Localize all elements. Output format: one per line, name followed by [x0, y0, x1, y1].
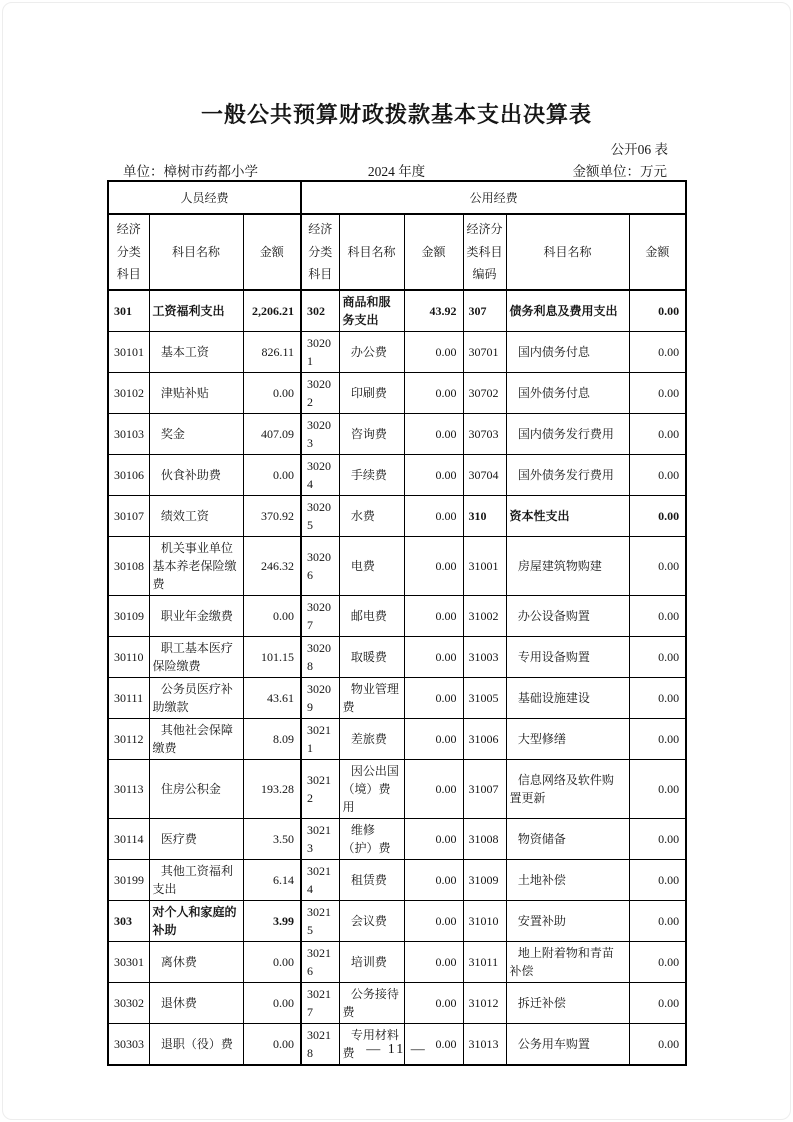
col-header-subject-name-2: 科目名称 [339, 214, 404, 290]
table-row [108, 678, 686, 719]
econ-code-cell: 30302 [108, 983, 149, 1024]
subject-name-cell: 物资储备 [506, 819, 629, 860]
econ-code-cell: 30214 [301, 860, 339, 901]
econ-code-cell: 30206 [301, 537, 339, 596]
subject-name-cell: 对个人和家庭的补助 [149, 901, 243, 942]
econ-code-cell: 30211 [301, 719, 339, 760]
amount-cell: 0.00 [404, 719, 463, 760]
econ-code-cell: 31002 [463, 596, 506, 637]
col-header-econ-code-2: 经济分类科目 [301, 214, 339, 290]
amount-cell: 407.09 [243, 414, 301, 455]
table-row [108, 760, 686, 819]
table-row [108, 290, 686, 332]
amount-cell: 3.99 [243, 901, 301, 942]
econ-code-cell: 30203 [301, 414, 339, 455]
amount-cell: 2,206.21 [243, 290, 301, 332]
subject-name-cell: 房屋建筑物购建 [506, 537, 629, 596]
amount-cell: 0.00 [629, 760, 686, 819]
table-row [108, 537, 686, 596]
amount-cell: 0.00 [404, 455, 463, 496]
amount-cell: 0.00 [629, 332, 686, 373]
col-header-subject-name-3: 科目名称 [506, 214, 629, 290]
econ-code-cell: 30111 [108, 678, 149, 719]
econ-code-cell: 30703 [463, 414, 506, 455]
econ-code-cell: 30110 [108, 637, 149, 678]
table-row [108, 455, 686, 496]
column-header-row [108, 214, 686, 290]
econ-code-cell: 30212 [301, 760, 339, 819]
econ-code-cell: 31013 [463, 1024, 506, 1066]
subject-name-cell: 水费 [339, 496, 404, 537]
subject-name-cell: 土地补偿 [506, 860, 629, 901]
amount-cell: 6.14 [243, 860, 301, 901]
table-row [108, 901, 686, 942]
amount-cell: 0.00 [404, 983, 463, 1024]
subject-name-cell: 国外债务发行费用 [506, 455, 629, 496]
page-title: 一般公共预算财政拨款基本支出决算表 [200, 102, 592, 127]
subject-name-cell: 基础设施建设 [506, 678, 629, 719]
table-row [108, 496, 686, 537]
amount-cell: 0.00 [243, 373, 301, 414]
econ-code-cell: 31005 [463, 678, 506, 719]
unit-label: 单位：樟树市药都小学 [123, 164, 258, 179]
amount-cell: 246.32 [243, 537, 301, 596]
group-header-personnel: 人员经费 [108, 181, 301, 214]
amount-cell: 0.00 [404, 414, 463, 455]
amount-cell: 0.00 [629, 373, 686, 414]
econ-code-cell: 30301 [108, 942, 149, 983]
subject-name-cell: 会议费 [339, 901, 404, 942]
econ-code-cell: 30208 [301, 637, 339, 678]
table-row [108, 414, 686, 455]
col-header-econ-code-1: 经济分类科目 [108, 214, 149, 290]
amount-cell: 0.00 [629, 1024, 686, 1066]
econ-code-cell: 31003 [463, 637, 506, 678]
econ-code-cell: 31009 [463, 860, 506, 901]
amount-cell: 0.00 [404, 496, 463, 537]
amount-cell: 0.00 [629, 942, 686, 983]
amount-cell: 0.00 [243, 596, 301, 637]
amount-cell: 0.00 [629, 496, 686, 537]
amount-cell: 0.00 [629, 414, 686, 455]
subject-name-cell: 奖金 [149, 414, 243, 455]
econ-code-cell: 30702 [463, 373, 506, 414]
amount-cell: 0.00 [243, 1024, 301, 1066]
subject-name-cell: 其他工资福利支出 [149, 860, 243, 901]
amount-cell: 0.00 [404, 678, 463, 719]
econ-code-cell: 31010 [463, 901, 506, 942]
econ-code-cell: 30113 [108, 760, 149, 819]
subject-name-cell: 基本工资 [149, 332, 243, 373]
econ-code-cell: 30107 [108, 496, 149, 537]
amount-cell: 0.00 [629, 983, 686, 1024]
table-row [108, 942, 686, 983]
econ-code-cell: 31012 [463, 983, 506, 1024]
amount-cell: 0.00 [404, 596, 463, 637]
econ-code-cell: 310 [463, 496, 506, 537]
subject-name-cell: 印刷费 [339, 373, 404, 414]
amount-cell: 0.00 [629, 537, 686, 596]
econ-code-cell: 303 [108, 901, 149, 942]
subject-name-cell: 退休费 [149, 983, 243, 1024]
amount-cell: 0.00 [629, 901, 686, 942]
group-header-row [108, 181, 686, 214]
subject-name-cell: 办公费 [339, 332, 404, 373]
amount-cell: 0.00 [404, 332, 463, 373]
table-row [108, 332, 686, 373]
amount-cell: 0.00 [404, 860, 463, 901]
econ-code-cell: 30204 [301, 455, 339, 496]
econ-code-cell: 30704 [463, 455, 506, 496]
col-header-amount-1: 金额 [243, 214, 301, 290]
amount-cell: 0.00 [629, 860, 686, 901]
econ-code-cell: 31008 [463, 819, 506, 860]
econ-code-cell: 31007 [463, 760, 506, 819]
econ-code-cell: 30217 [301, 983, 339, 1024]
econ-code-cell: 31006 [463, 719, 506, 760]
table-row [108, 637, 686, 678]
subject-name-cell: 公务接待费 [339, 983, 404, 1024]
table-row [108, 983, 686, 1024]
amount-cell: 0.00 [404, 373, 463, 414]
subject-name-cell: 办公设备购置 [506, 596, 629, 637]
subject-name-cell: 医疗费 [149, 819, 243, 860]
amount-cell: 0.00 [629, 819, 686, 860]
subject-name-cell: 公务员医疗补助缴款 [149, 678, 243, 719]
year-label: 2024 年度 [367, 164, 426, 179]
econ-code-cell: 30114 [108, 819, 149, 860]
amount-cell: 8.09 [243, 719, 301, 760]
subject-name-cell: 职业年金缴费 [149, 596, 243, 637]
amount-cell: 0.00 [404, 760, 463, 819]
amount-cell: 0.00 [404, 942, 463, 983]
table-row [108, 596, 686, 637]
subject-name-cell: 离休费 [149, 942, 243, 983]
econ-code-cell: 30209 [301, 678, 339, 719]
econ-code-cell: 30701 [463, 332, 506, 373]
subject-name-cell: 租赁费 [339, 860, 404, 901]
subject-name-cell: 国外债务付息 [506, 373, 629, 414]
econ-code-cell: 30102 [108, 373, 149, 414]
subject-name-cell: 物业管理费 [339, 678, 404, 719]
subject-name-cell: 拆迁补偿 [506, 983, 629, 1024]
econ-code-cell: 302 [301, 290, 339, 332]
subject-name-cell: 差旅费 [339, 719, 404, 760]
subject-name-cell: 资本性支出 [506, 496, 629, 537]
econ-code-cell: 30112 [108, 719, 149, 760]
subject-name-cell: 培训费 [339, 942, 404, 983]
amount-cell: 0.00 [243, 942, 301, 983]
econ-code-cell: 30215 [301, 901, 339, 942]
amount-cell: 826.11 [243, 332, 301, 373]
subject-name-cell: 职工基本医疗保险缴费 [149, 637, 243, 678]
amount-cell: 0.00 [243, 983, 301, 1024]
amount-cell: 43.61 [243, 678, 301, 719]
econ-code-cell: 301 [108, 290, 149, 332]
table-body [108, 290, 686, 1065]
subject-name-cell: 国内债务付息 [506, 332, 629, 373]
subject-name-cell: 取暖费 [339, 637, 404, 678]
subject-name-cell: 大型修缮 [506, 719, 629, 760]
amount-cell: 0.00 [629, 455, 686, 496]
amount-cell: 0.00 [404, 637, 463, 678]
amount-unit-label: 金额单位：万元 [572, 164, 667, 179]
econ-code-cell: 30106 [108, 455, 149, 496]
subject-name-cell: 因公出国（境）费用 [339, 760, 404, 819]
subject-name-cell: 专用材料费 [339, 1024, 404, 1066]
col-header-amount-3: 金额 [629, 214, 686, 290]
subject-name-cell: 工资福利支出 [149, 290, 243, 332]
subject-name-cell: 邮电费 [339, 596, 404, 637]
amount-cell: 0.00 [404, 819, 463, 860]
amount-cell: 0.00 [629, 596, 686, 637]
subject-name-cell: 公务用车购置 [506, 1024, 629, 1066]
econ-code-cell: 30216 [301, 942, 339, 983]
amount-cell: 0.00 [629, 290, 686, 332]
amount-cell: 0.00 [629, 637, 686, 678]
amount-cell: 193.28 [243, 760, 301, 819]
econ-code-cell: 30207 [301, 596, 339, 637]
amount-cell: 370.92 [243, 496, 301, 537]
econ-code-cell: 30101 [108, 332, 149, 373]
econ-code-cell: 30109 [108, 596, 149, 637]
amount-cell: 0.00 [629, 678, 686, 719]
table-code-label: 公开06 表 [610, 142, 668, 157]
econ-code-cell: 30213 [301, 819, 339, 860]
econ-code-cell: 30205 [301, 496, 339, 537]
table-row [108, 719, 686, 760]
amount-cell: 0.00 [243, 455, 301, 496]
econ-code-cell: 307 [463, 290, 506, 332]
econ-code-cell: 31001 [463, 537, 506, 596]
subject-name-cell: 津贴补贴 [149, 373, 243, 414]
amount-cell: 3.50 [243, 819, 301, 860]
col-header-econ-code-3: 经济分类科目编码 [463, 214, 506, 290]
econ-code-cell: 31011 [463, 942, 506, 983]
subject-name-cell: 退职（役）费 [149, 1024, 243, 1066]
table-row [108, 819, 686, 860]
group-header-public: 公用经费 [301, 181, 686, 214]
subject-name-cell: 债务利息及费用支出 [506, 290, 629, 332]
page-number: — 11 — [366, 1042, 427, 1057]
subject-name-cell: 专用设备购置 [506, 637, 629, 678]
amount-cell: 0.00 [404, 901, 463, 942]
econ-code-cell: 30103 [108, 414, 149, 455]
meta-row [0, 160, 793, 180]
econ-code-cell: 30108 [108, 537, 149, 596]
subject-name-cell: 住房公积金 [149, 760, 243, 819]
table-row [108, 373, 686, 414]
subject-name-cell: 绩效工资 [149, 496, 243, 537]
amount-cell: 0.00 [629, 719, 686, 760]
subject-name-cell: 电费 [339, 537, 404, 596]
amount-cell: 43.92 [404, 290, 463, 332]
econ-code-cell: 30201 [301, 332, 339, 373]
subject-name-cell: 机关事业单位基本养老保险缴费 [149, 537, 243, 596]
col-header-subject-name-1: 科目名称 [149, 214, 243, 290]
subject-name-cell: 商品和服务支出 [339, 290, 404, 332]
amount-cell: 0.00 [404, 1024, 463, 1066]
table-row [108, 860, 686, 901]
subject-name-cell: 安置补助 [506, 901, 629, 942]
budget-table [107, 180, 687, 1066]
subject-name-cell: 地上附着物和青苗补偿 [506, 942, 629, 983]
subject-name-cell: 维修（护）费 [339, 819, 404, 860]
amount-cell: 101.15 [243, 637, 301, 678]
amount-cell: 0.00 [404, 537, 463, 596]
subject-name-cell: 其他社会保障缴费 [149, 719, 243, 760]
econ-code-cell: 30303 [108, 1024, 149, 1066]
econ-code-cell: 30202 [301, 373, 339, 414]
subject-name-cell: 手续费 [339, 455, 404, 496]
subject-name-cell: 信息网络及软件购置更新 [506, 760, 629, 819]
subject-name-cell: 伙食补助费 [149, 455, 243, 496]
econ-code-cell: 30199 [108, 860, 149, 901]
subject-name-cell: 咨询费 [339, 414, 404, 455]
col-header-amount-2: 金额 [404, 214, 463, 290]
econ-code-cell: 30218 [301, 1024, 339, 1066]
subject-name-cell: 国内债务发行费用 [506, 414, 629, 455]
